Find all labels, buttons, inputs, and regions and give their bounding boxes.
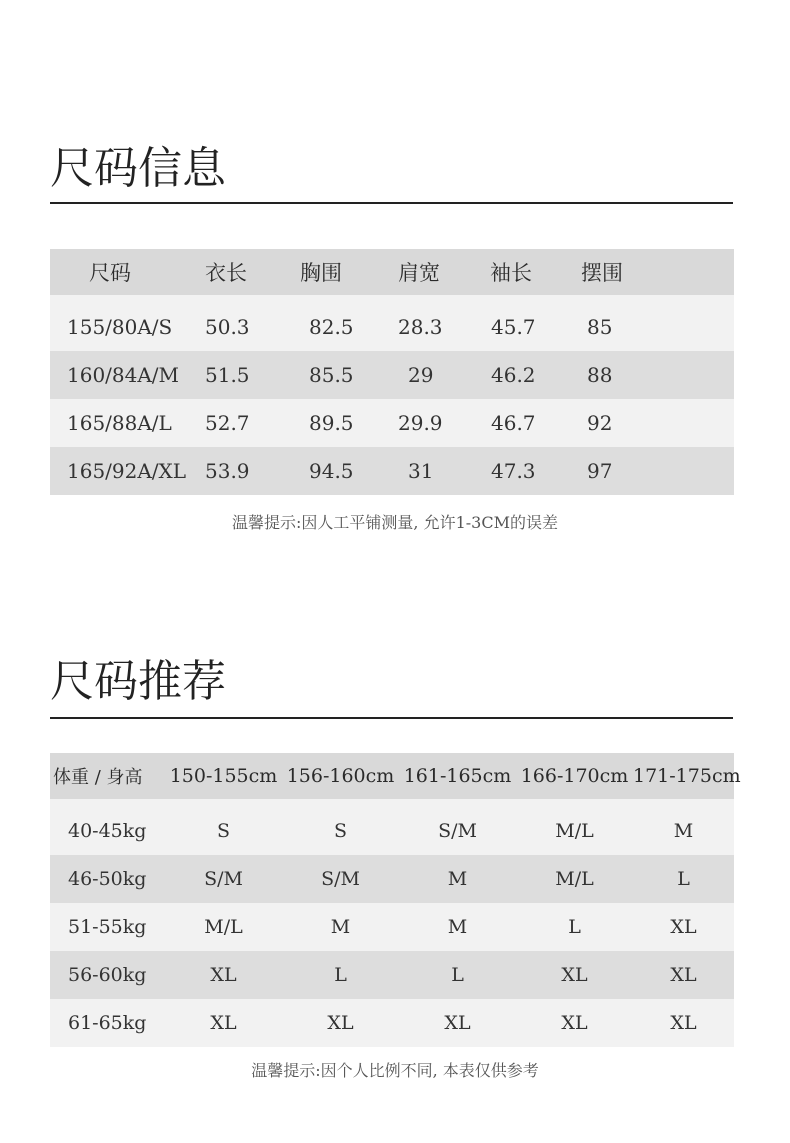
header-cell: 衣长 (170, 249, 281, 295)
table-cell: 165/92A/XL (50, 447, 170, 495)
table-cell: 50.3 (170, 303, 281, 351)
table-cell: XL (633, 951, 734, 999)
table-cell: XL (399, 999, 516, 1047)
header-cell: 摆围 (567, 249, 643, 295)
size-info-note: 温馨提示:因人工平铺测量, 允许1-3CM的误差 (232, 513, 558, 532)
table-cell: 88 (567, 351, 643, 399)
table-cell: 46.7 (463, 399, 567, 447)
table-cell: 82.5 (281, 303, 381, 351)
table-cell: 92 (567, 399, 643, 447)
table-cell: 46.2 (463, 351, 567, 399)
table-row (50, 447, 734, 495)
table-cell: 46-50kg (50, 855, 165, 903)
header-cell: 体重 / 身高 (50, 753, 165, 799)
table-cell: L (282, 951, 399, 999)
table-cell: L (633, 855, 734, 903)
size-recommend-table (50, 753, 741, 1047)
table-cell: L (516, 903, 633, 951)
table-cell: L (399, 951, 516, 999)
table-cell: 31 (381, 447, 463, 495)
table-cell: S/M (399, 807, 516, 855)
table-row (50, 351, 734, 399)
table-cell: 29 (381, 351, 463, 399)
size-info-divider (50, 202, 733, 204)
table-cell: M (399, 903, 516, 951)
size-info-header-row (50, 249, 734, 295)
table-cell: 45.7 (463, 303, 567, 351)
table-cell (643, 399, 734, 447)
table-cell: 56-60kg (50, 951, 165, 999)
header-cell: 171-175cm (633, 753, 734, 799)
size-info-table (50, 249, 734, 495)
table-cell: 51-55kg (50, 903, 165, 951)
header-cell: 肩宽 (381, 249, 463, 295)
header-cell: 尺码 (50, 249, 170, 295)
table-cell (643, 447, 734, 495)
header-cell (643, 249, 734, 295)
table-cell: XL (633, 999, 734, 1047)
table-row (50, 399, 734, 447)
size-recommend-header-row (50, 753, 734, 799)
size-info-title: 尺码信息 (50, 143, 226, 194)
table-cell: 160/84A/M (50, 351, 170, 399)
table-cell: 28.3 (381, 303, 463, 351)
header-cell: 胸围 (281, 249, 381, 295)
table-cell: XL (165, 951, 282, 999)
table-cell: 40-45kg (50, 807, 165, 855)
table-row (50, 999, 734, 1047)
table-cell: XL (516, 951, 633, 999)
table-cell: M (399, 855, 516, 903)
table-cell: S (282, 807, 399, 855)
table-cell (643, 351, 734, 399)
table-row (50, 807, 734, 855)
table-cell (643, 303, 734, 351)
table-row (50, 303, 734, 351)
table-cell: 165/88A/L (50, 399, 170, 447)
table-cell: M (282, 903, 399, 951)
header-cell: 166-170cm (516, 753, 633, 799)
table-cell: 47.3 (463, 447, 567, 495)
header-cell: 袖长 (463, 249, 567, 295)
table-cell: XL (633, 903, 734, 951)
table-cell: M (633, 807, 734, 855)
table-cell: XL (516, 999, 633, 1047)
table-cell: 155/80A/S (50, 303, 170, 351)
table-cell: 85.5 (281, 351, 381, 399)
table-cell: 61-65kg (50, 999, 165, 1047)
size-recommend-title: 尺码推荐 (50, 656, 226, 707)
header-cell: 161-165cm (399, 753, 516, 799)
table-cell: 97 (567, 447, 643, 495)
size-recommend-note: 温馨提示:因个人比例不同, 本表仅供参考 (251, 1061, 539, 1080)
table-cell: S (165, 807, 282, 855)
table-cell: M/L (516, 807, 633, 855)
table-cell: M/L (516, 855, 633, 903)
table-cell: 52.7 (170, 399, 281, 447)
table-cell: M/L (165, 903, 282, 951)
table-cell: 51.5 (170, 351, 281, 399)
header-cell: 156-160cm (282, 753, 399, 799)
table-cell: 29.9 (381, 399, 463, 447)
table-row (50, 855, 734, 903)
table-cell: 89.5 (281, 399, 381, 447)
table-cell: 53.9 (170, 447, 281, 495)
table-row (50, 903, 734, 951)
table-cell: XL (165, 999, 282, 1047)
table-row (50, 951, 734, 999)
table-cell: S/M (165, 855, 282, 903)
header-cell: 150-155cm (165, 753, 282, 799)
size-recommend-divider (50, 717, 733, 719)
table-cell: S/M (282, 855, 399, 903)
table-cell: 85 (567, 303, 643, 351)
table-cell: 94.5 (281, 447, 381, 495)
table-cell: XL (282, 999, 399, 1047)
